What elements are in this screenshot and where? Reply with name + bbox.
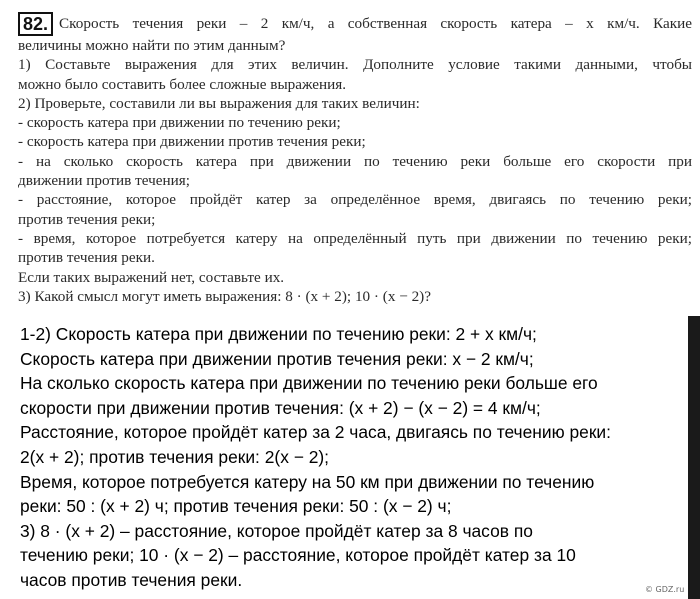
problem-statement <box>18 12 692 306</box>
problem-line-4: 2) Проверьте, составили ли вы выражения для таких величин: <box>18 94 420 112</box>
answer-line-8: 3) 8 · (x + 2) – расстояние, которое пройдёт катер за 8 часов по <box>20 520 533 541</box>
problem-line-13: Если таких выражений нет, составьте их. <box>18 268 285 286</box>
answer-line-2: На сколько скорость катера при движении по течению реки больше его <box>20 373 598 394</box>
problem-line-7: - на сколько скорость катера при движении по течению реки больше его скорости при <box>18 152 692 170</box>
answer-line-6: Время, которое потребуется катеру на 50 км при движении по течению <box>20 471 595 492</box>
answer-line-9: течению реки; 10 · (x − 2) – расстояние, которое пройдёт катер за 10 <box>20 545 576 566</box>
answer-line-0: 1-2) Скорость катера при движении по течению реки: 2 + x км/ч; <box>20 324 537 344</box>
problem-line-12: против течения реки. <box>18 249 155 267</box>
answer-line-1: Скорость катера при движении против течения реки: x − 2 км/ч; <box>20 348 534 369</box>
answer-line-10: часов против течения реки. <box>20 569 243 590</box>
answer-line-7: реки: 50 : (x + 2) ч; против течения реки: 50 : (x − 2) ч; <box>20 496 452 517</box>
problem-line-10: против течения реки; <box>18 210 156 228</box>
page-edge-bar <box>688 316 700 599</box>
answer-block <box>20 322 676 593</box>
problem-line-1: величины можно найти по этим данным? <box>18 37 286 54</box>
watermark: © GDZ.ru <box>645 585 685 594</box>
problem-line-6: - скорость катера при движении против течения реки; <box>18 133 366 151</box>
problem-line-2: 1) Составьте выражения для этих величин. Дополните условие такими данными, чтобы <box>18 56 692 74</box>
problem-line-14: 3) Какой смысл могут иметь выражения: 8 · (x + 2); 10 · (x − 2)? <box>18 287 431 305</box>
answer-line-5: 2(x + 2); против течения реки: 2(x − 2); <box>20 446 329 467</box>
problem-line-0 <box>18 12 692 36</box>
problem-line-8: движении против течения; <box>18 172 190 190</box>
problem-line-9: - расстояние, которое пройдёт катер за определённое время, двигаясь по течению реки; <box>18 191 692 209</box>
problem-line-11: - время, которое потребуется катеру на определённый путь при движении по течению реки; <box>18 229 692 247</box>
answer-line-3: скорости при движении против течения: (x + 2) − (x − 2) = 4 км/ч; <box>20 397 541 418</box>
problem-text: Скорость течения реки – 2 км/ч, а собственная скорость катера – x км/ч. Какие <box>59 15 692 32</box>
answer-line-4: Расстояние, которое пройдёт катер за 2 часа, двигаясь по течению реки: <box>20 422 611 443</box>
problem-line-3: можно было составить более сложные выражения. <box>18 75 347 93</box>
problem-number: 82. <box>18 12 53 36</box>
problem-line-5: - скорость катера при движении по течению реки; <box>18 114 341 132</box>
